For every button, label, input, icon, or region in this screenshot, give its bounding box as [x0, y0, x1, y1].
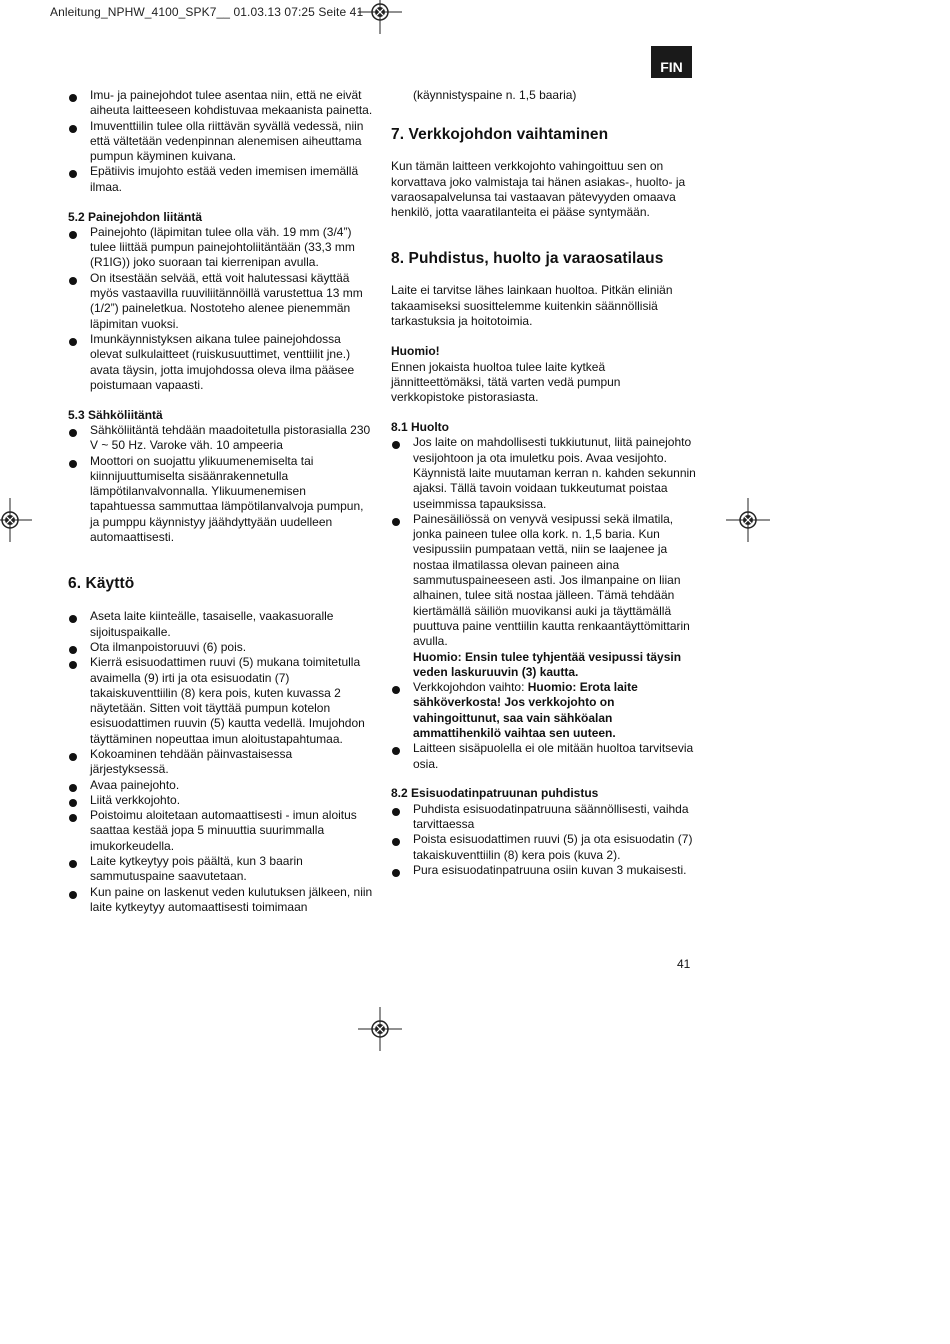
- intro-list: [68, 88, 373, 195]
- list-item: Liitä verkkojohto.: [68, 793, 373, 808]
- file-header-line: Anleitung_NPHW_4100_SPK7__ 01.03.13 07:25 Seite 41: [50, 5, 364, 19]
- list-item: Ota ilmanpoistoruuvi (6) pois.: [68, 640, 373, 655]
- section-8-1-title: 8.1 Huolto: [391, 420, 450, 435]
- list-item: Sähköliitäntä tehdään maadoitetulla pistorasialla 230 V ~ 50 Hz. Varoke väh. 10 ampeeria: [68, 423, 373, 454]
- list-item: Aseta laite kiinteälle, tasaiselle, vaakasuoralle sijoituspaikalle.: [68, 609, 373, 640]
- list-item: Imu- ja painejohdot tulee asentaa niin, että ne eivät aiheuta laitteeseen kohdistuvaa mekaanista painetta.: [68, 88, 373, 119]
- list-item: Avaa painejohto.: [68, 778, 373, 793]
- list-item: [391, 512, 696, 680]
- list-item: Puhdista esisuodatinpatruuna säännöllisesti, vaihda tarvittaessa: [391, 802, 696, 833]
- left-column: [68, 88, 373, 915]
- list-item: Kokoaminen tehdään päinvastaisessa järjestyksessä.: [68, 747, 373, 778]
- list-item: Laitteen sisäpuolella ei ole mitään huoltoa tarvitsevia osia.: [391, 741, 696, 772]
- list-item: Painejohto (läpimitan tulee olla väh. 19 mm (3/4”) tulee liittää pumpun painejohtoliitäntään (33,3 mm (R1IG)) joko suoraan tai kierrenipan avulla.: [68, 225, 373, 271]
- crosshair-registration-mark-icon: [726, 498, 770, 542]
- list-item: On itsestään selvää, että voit halutessasi käyttää myös vastaavilla ruuviliitännöillä varustettua 13 mm (1/2”) paineletkua. Nostoteho alenee pienemmän läpimitan vuoksi.: [68, 271, 373, 332]
- list-item: Kun paine on laskenut veden kulutuksen jälkeen, niin laite kytkeytyy automaattisesti toimimaan: [68, 885, 373, 916]
- list-item: Poista esisuodattimen ruuvi (5) ja ota esisuodatin (7) takaiskuventtiilin (8) kera pois (kuva 2).: [391, 832, 696, 863]
- section-7-text: Kun tämän laitteen verkkojohto vahingoittuu sen on korvattava joko valmistaja tai hänen asiakas-, huolto- ja varaosapalvelunsa tai vastaavan pätevyyden omaava henkilö, jotta vaaratilanteita ei pääse syntymään.: [391, 159, 686, 220]
- page-number: 41: [677, 957, 691, 971]
- section-5-2-list: [68, 225, 373, 393]
- list-item: Laite kytkeytyy pois päältä, kun 3 baarin sammutuspaine saavutetaan.: [68, 854, 373, 885]
- right-column: [391, 88, 696, 878]
- section-5-2-title: 5.2 Painejohdon liitäntä: [68, 209, 203, 224]
- list-item: Jos laite on mahdollisesti tukkiutunut, liitä painejohto vesijohtoon ja ota imuletku pois. Avaa vesijohto. Käynnistä laite muutaman kerran n. kahden sekunnin ajaksi. Tällä tavoin voidaan tukkeutumat poistaa useimmissa tapauksissa.: [391, 435, 696, 511]
- section-5-3-list: [68, 423, 373, 545]
- list-item: Epätiivis imujohto estää veden imemisen imemällä ilmaa.: [68, 164, 373, 195]
- note-text: Ennen jokaista huoltoa tulee laite kytkeä jännitteettömäksi, tätä varten vedä pumpun verkkopistoke pistorasiasta.: [391, 359, 621, 405]
- section-6-title: 6. Käyttö: [68, 575, 135, 593]
- list-item: Poistoimu aloitetaan automaattisesti - imun aloitus saattaa kestää jopa 5 minuuttia suurimmalla imukorkeudella.: [68, 808, 373, 854]
- list-item: Imunkäynnistyksen aikana tulee painejohdossa olevat sulkulaitteet (ruiskusuuttimet, venttiilit jne.) avata täysin, jotta imujohdossa oleva ilma pääsee poistumaan vapaasti.: [68, 332, 373, 393]
- crosshair-registration-mark-icon: [358, 0, 402, 34]
- section-8-text: Laite ei tarvitse lähes lainkaan huoltoa. Pitkän eliniän takaamiseksi suosittelemme kuitenkin säännöllisiä tarkastuksia ja hoitotoimia.: [391, 283, 673, 329]
- list-item: Imuventtiilin tulee olla riittävän syvällä vedessä, niin että vältetään vedenpinnan alenemisen aiheuttama pumpun käyminen kuivana.: [68, 119, 373, 165]
- note-title: Huomio!: [391, 344, 440, 359]
- warning-text: Huomio: Ensin tulee tyhjentää vesipussi täysin veden laskuruuvin (3) kautta.: [413, 649, 682, 679]
- list-item-text: Painesäiliössä on venyvä vesipussi sekä ilmatila, jonka paineen tulee olla kork. n. 1,5 baria. Kun vesipussiin pumpataan vettä, niin se laajenee ja nostaa ilmatilassa olevan paineen aina sammutuspaineeseen asti. Jos ilmanpaine on liian alhainen, tulee sitä nostaa jälleen. Tämä tehdään kiertämällä säiliön muovikansi auki ja täyttämällä puuttuva paine venttiilin kautta renkaantäyttömittarin avulla.: [413, 511, 690, 649]
- section-8-2-list: [391, 802, 696, 878]
- section-7-title: 7. Verkkojohdon vaihtaminen: [391, 126, 609, 144]
- section-5-3-title: 5.3 Sähköliitäntä: [68, 407, 163, 422]
- list-item: Moottori on suojattu ylikuumenemiselta tai kiinnijuuttumiselta sisäänrakennetulla lämpötilanvalvonnalla. Ylikuumenemisen tapahtuessa sammuttaa lämpötilanvalvoja pumpun, ja pumppu käynnistyy jäähdyttyään uudelleen automaattisesti.: [68, 454, 373, 546]
- section-6-list: [68, 609, 373, 915]
- crosshair-registration-mark-icon: [358, 1007, 402, 1051]
- list-item-lead: Verkkojohdon vaihto:: [413, 680, 528, 695]
- section-8-1-list: [391, 435, 696, 772]
- warning-text: Huomio: Erota laite sähköverkosta! Jos verkkojohto on vahingoittunut, saa vain sähköalan ammattihenkilö vaihtaa sen uuteen.: [413, 680, 638, 740]
- language-tab-label: FIN: [660, 59, 683, 75]
- continued-text: (käynnistyspaine n. 1,5 baaria): [413, 88, 577, 102]
- list-item: Pura esisuodatinpatruuna osiin kuvan 3 mukaisesti.: [391, 863, 696, 878]
- section-8-title: 8. Puhdistus, huolto ja varaosatilaus: [391, 250, 664, 268]
- section-8-2-title: 8.2 Esisuodatinpatruunan puhdistus: [391, 786, 599, 801]
- crosshair-registration-mark-icon: [0, 498, 32, 542]
- list-item: [391, 680, 696, 741]
- language-tab: [651, 46, 692, 78]
- list-item: Kierrä esisuodattimen ruuvi (5) mukana toimitetulla avaimella (9) irti ja ota esisuodatin (7) takaiskuventtiilin (8) kera pois, kuten kuvassa 2 näytetään. Sitten voit täyttää pumpun kotelon esisuodattimen ruuvin (5) kautta vedellä. Imujohdon täyttäminen nopeuttaa imun aloitustapahtumaa.: [68, 655, 373, 747]
